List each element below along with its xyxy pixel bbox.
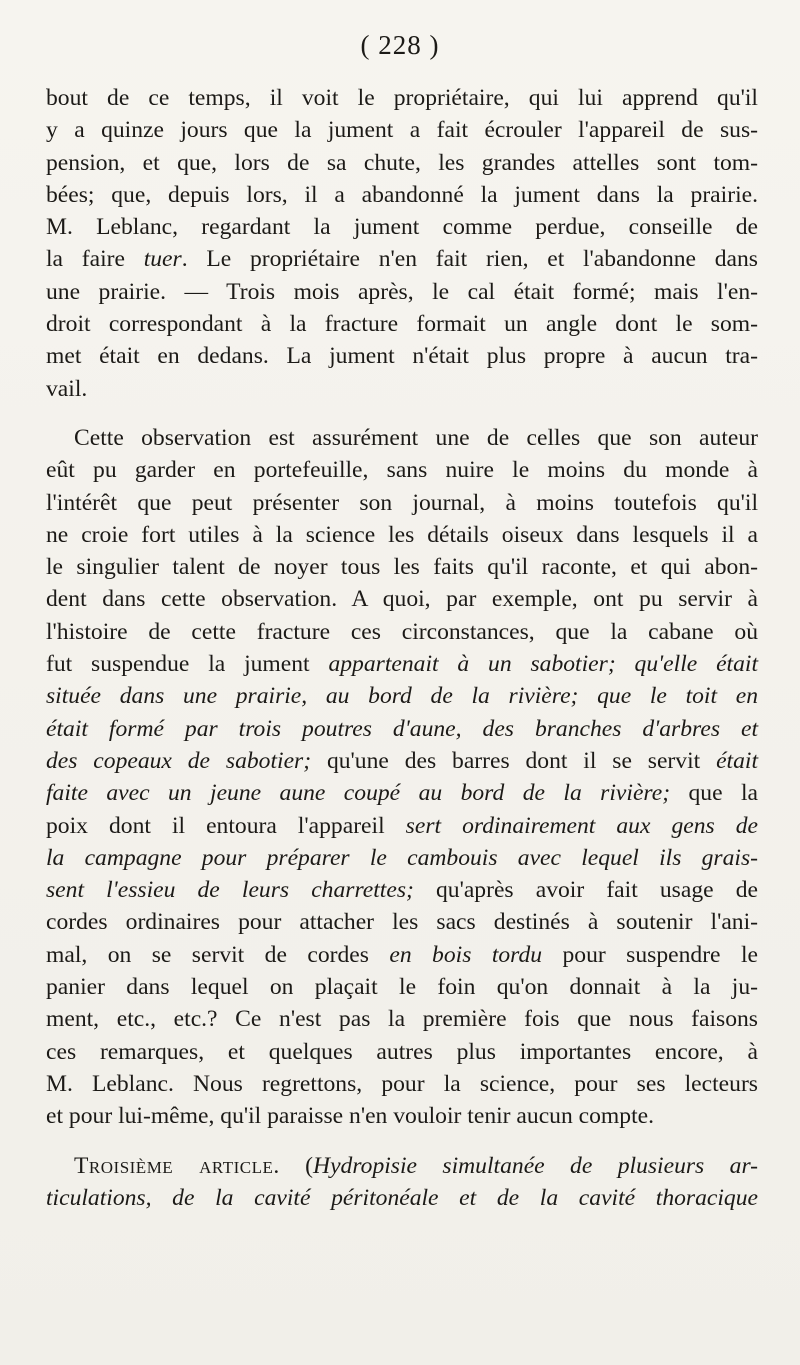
text-run: (: [279, 1152, 314, 1179]
text-line: [46, 810, 758, 842]
italic-text: Hydropisie simultanée de plusieurs ar-: [313, 1152, 759, 1179]
italic-text: des copeaux de sabotier;: [46, 747, 312, 774]
text-run: poix dont il entoura l'appareil: [46, 812, 406, 839]
text-line: [46, 211, 758, 243]
italic-text: la campagne pour préparer le cambouis avec lequel ils grais-: [46, 844, 758, 871]
text-run: y a quinze jours que la jument a fait écrouler l'appareil de sus-: [46, 117, 758, 144]
text-line: [46, 745, 758, 777]
text-run: dent dans cette observation. A quoi, par exemple, ont pu servir à: [46, 586, 758, 613]
text-run: l'histoire de cette fracture ces circonstances, que la cabane où: [46, 618, 758, 645]
text-run: fut suspendue la jument: [46, 651, 329, 678]
text-line: [46, 147, 758, 179]
text-line: [46, 713, 758, 745]
paragraph-gap: [46, 1133, 758, 1150]
text-run: ment, etc., etc.? Ce n'est pas la première fois que nous faisons: [46, 1006, 758, 1033]
text-run: droit correspondant à la fracture formait un angle dont le som-: [46, 311, 758, 338]
text-line: [46, 939, 758, 971]
text-line: [46, 179, 758, 211]
text-line: [46, 422, 758, 454]
text-run: mal, on se servit de cordes: [46, 941, 390, 968]
page-number: ( 228 ): [360, 30, 440, 60]
text-line: [46, 308, 758, 340]
text-run: pension, et que, lors de sa chute, les grandes attelles sont tom-: [46, 149, 758, 176]
text-run: M. Leblanc, regardant la jument comme perdue, conseille de: [46, 214, 758, 241]
text-run: que la: [670, 780, 758, 807]
italic-text: faite avec un jeune aune coupé au bord de la rivière;: [46, 780, 671, 807]
text-line: [46, 519, 758, 551]
text-line: [46, 971, 758, 1003]
text-run: Cette observation est assurément une de celles que son auteur: [74, 424, 758, 451]
italic-text: tuer: [143, 246, 182, 273]
italic-text: ticulations, de la cavité péritonéale et de la cavité thoracique: [46, 1184, 758, 1211]
italic-text: sent l'essieu de leurs charrettes;: [46, 877, 414, 904]
paragraph-gap: [46, 405, 758, 422]
text-line: [46, 874, 758, 906]
italic-text: était formé par trois poutres d'aune, des branches d'arbres et: [46, 715, 758, 742]
text-line: [46, 1182, 758, 1214]
text-line: [46, 114, 758, 146]
italic-text: en bois tordu: [389, 941, 543, 968]
text-line: [46, 1100, 758, 1132]
text-run: cordes ordinaires pour attacher les sacs destinés à soutenir l'ani-: [46, 909, 758, 936]
text-line: [46, 340, 758, 372]
text-run: eût pu garder en portefeuille, sans nuire le moins du monde à: [46, 457, 758, 484]
text-line: [46, 373, 758, 405]
text-run: qu'une des barres dont il se servit: [311, 747, 717, 774]
text-run: ne croie fort utiles à la science les détails oiseux dans lesquels il a: [46, 521, 758, 548]
paragraph: [46, 1150, 758, 1215]
text-run: la faire: [46, 246, 144, 273]
text-line: [46, 551, 758, 583]
text-line: [46, 616, 758, 648]
text-run: met était en dedans. La jument n'était plus propre à aucun tra-: [46, 343, 758, 370]
page-body: [46, 82, 758, 1214]
text-line: [46, 276, 758, 308]
text-line: [46, 583, 758, 615]
text-run: l'intérêt que peut présenter son journal, à moins toutefois qu'il: [46, 489, 758, 516]
text-line: [46, 454, 758, 486]
italic-text: située dans une prairie, au bord de la rivière; que le toit en: [46, 683, 758, 710]
text-line: [46, 1068, 758, 1100]
text-line: [46, 1150, 758, 1182]
text-line: [46, 82, 758, 114]
text-run: le singulier talent de noyer tous les faits qu'il raconte, et qui abon-: [46, 554, 758, 581]
text-run: . Le propriétaire n'en fait rien, et l'abandonne dans: [181, 246, 758, 273]
italic-text: était: [716, 747, 758, 774]
text-line: [46, 842, 758, 874]
text-line: [46, 243, 758, 275]
text-line: [46, 680, 758, 712]
text-run: pour suspendre le: [542, 941, 758, 968]
text-line: [46, 487, 758, 519]
text-line: [46, 1003, 758, 1035]
text-run: panier dans lequel on plaçait le foin qu'on donnait à la ju-: [46, 974, 758, 1001]
text-run: une prairie. — Trois mois après, le cal était formé; mais l'en-: [46, 278, 758, 305]
text-run: et pour lui-même, qu'il paraisse n'en vouloir tenir aucun compte.: [46, 1103, 654, 1130]
text-run: vail.: [46, 375, 88, 402]
small-caps-text: Troisième article.: [74, 1152, 280, 1179]
text-run: bout de ce temps, il voit le propriétaire, qui lui apprend qu'il: [46, 85, 758, 111]
text-run: qu'après avoir fait usage de: [413, 877, 758, 904]
text-run: bées; que, depuis lors, il a abandonné la jument dans la prairie.: [46, 181, 758, 208]
text-line: [46, 1036, 758, 1068]
text-run: M. Leblanc. Nous regrettons, pour la science, pour ses lecteurs: [46, 1070, 758, 1097]
italic-text: sert ordinairement aux gens de: [405, 812, 758, 839]
paragraph: [46, 82, 758, 405]
text-run: ces remarques, et quelques autres plus importantes encore, à: [46, 1038, 758, 1065]
text-line: [46, 906, 758, 938]
paragraph: [46, 422, 758, 1133]
text-line: [46, 777, 758, 809]
text-line: [46, 648, 758, 680]
italic-text: appartenait à un sabotier; qu'elle était: [328, 651, 758, 678]
